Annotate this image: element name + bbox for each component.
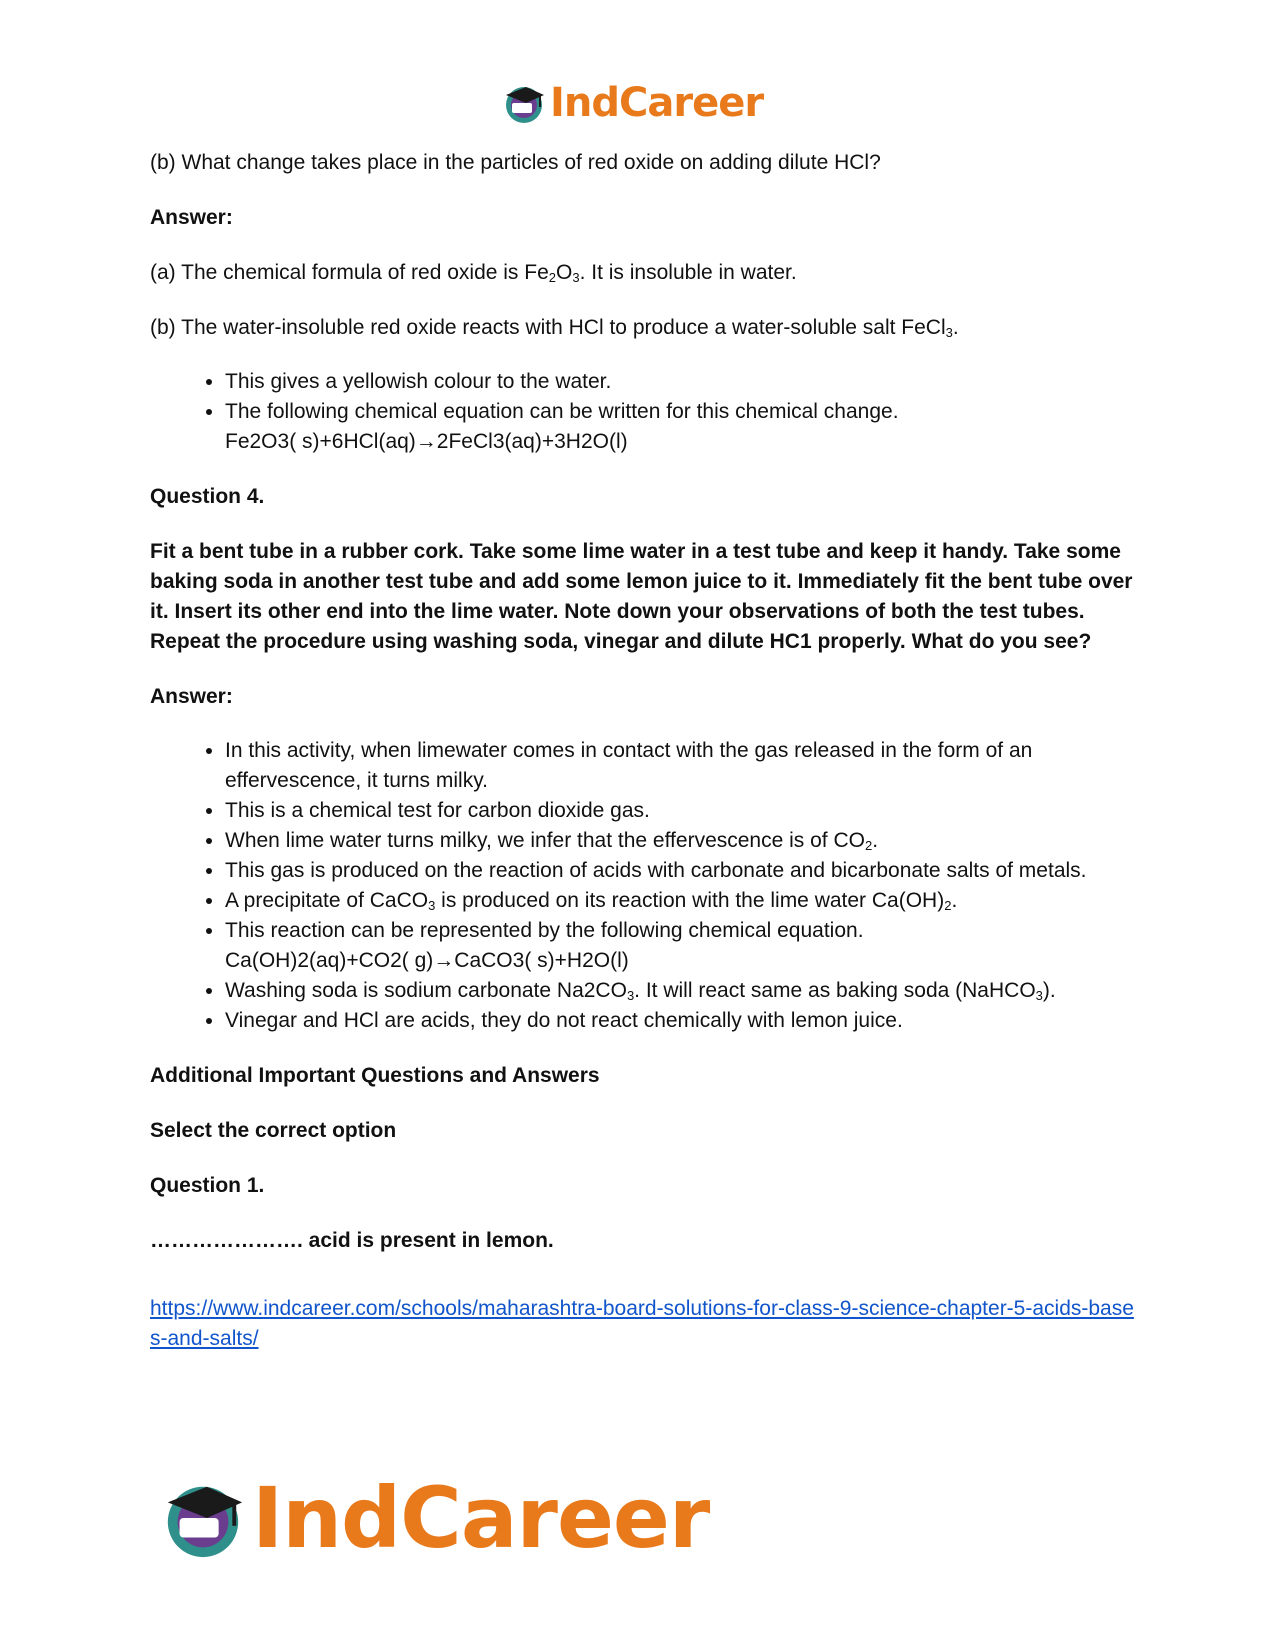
list-item: • This reaction can be represented by the following chemical equation. Ca(OH)2(aq)+CO2( g)→CaCO3( s)+H2O(l): [225, 916, 1135, 976]
list-item: • This is a chemical test for carbon dioxide gas.: [225, 796, 1135, 826]
footer-logo: [160, 1470, 709, 1566]
answer-3-bullets: [150, 367, 1135, 457]
header-logo: [502, 78, 763, 128]
list-item: • In this activity, when limewater comes in contact with the gas released in the form of an effervescence, it turns milky.: [225, 736, 1135, 796]
answer-4-bullets: [150, 736, 1135, 1036]
graduation-cap-icon: [160, 1475, 246, 1561]
equation: Ca(OH)2(aq)+CO2( g)→CaCO3( s)+H2O(l): [225, 949, 629, 972]
list-item: • This gives a yellowish colour to the water.: [225, 367, 1135, 397]
list-item: • Washing soda is sodium carbonate $Na2CO_3$. It will react same as baking soda (NaHCO$_3$).: [225, 976, 1135, 1006]
logo-text: IndCareer: [252, 1469, 710, 1567]
answer-label: Answer:: [150, 685, 233, 708]
question-4-label: Question 4.: [150, 485, 265, 508]
question-1-label: Question 1.: [150, 1174, 265, 1197]
answer-3a: (a) The chemical formula of red oxide is $Fe_2O_3$. It is insoluble in water.: [150, 261, 797, 285]
list-item: • The following chemical equation can be written for this chemical change. Fe2O3( s)+6HCl(aq)→2FeCl3(aq)+3H2O(l): [225, 397, 1135, 457]
equation: Fe2O3( s)+6HCl(aq)→2FeCl3(aq)+3H2O(l): [225, 430, 628, 453]
source-link[interactable]: https://www.indcareer.com/schools/maharashtra-board-solutions-for-class-9-science-chapter-5-acids-bases-and-salts/: [150, 1297, 1134, 1350]
question-4-text: Fit a bent tube in a rubber cork. Take some lime water in a test tube and keep it handy. Take some baking soda in another test tube and add some lemon juice to it. Immediately fit the bent tube over it. Insert its other end into the lime water. Note down your observations of both the test tubes. Repeat the procedure using washing soda, vinegar and dilute HC1 properly. What do you see?: [150, 540, 1133, 653]
graduation-cap-icon: [502, 81, 546, 125]
additional-heading: Additional Important Questions and Answers: [150, 1064, 600, 1087]
answer-label: Answer:: [150, 206, 233, 229]
document-body: [150, 148, 1135, 1354]
question-3b: (b) What change takes place in the particles of red oxide on adding dilute HCl?: [150, 151, 881, 174]
list-item: • Vinegar and HCl are acids, they do not react chemically with lemon juice.: [225, 1006, 1135, 1036]
question-1-text: …………………. acid is present in lemon.: [150, 1229, 554, 1252]
logo-text: IndCareer: [550, 80, 764, 126]
select-heading: Select the correct option: [150, 1119, 397, 1142]
list-item: • A precipitate of CaCO$_3$ is produced on its reaction with the lime water $Ca(OH)_2$.: [225, 886, 1135, 916]
list-item: • This gas is produced on the reaction of acids with carbonate and bicarbonate salts of metals.: [225, 856, 1135, 886]
list-item: • When lime water turns milky, we infer that the effervescence is of $CO_2$.: [225, 826, 1135, 856]
answer-3b: (b) The water-insoluble red oxide reacts with HCl to produce a water-soluble salt FeCl$_3$.: [150, 316, 959, 340]
